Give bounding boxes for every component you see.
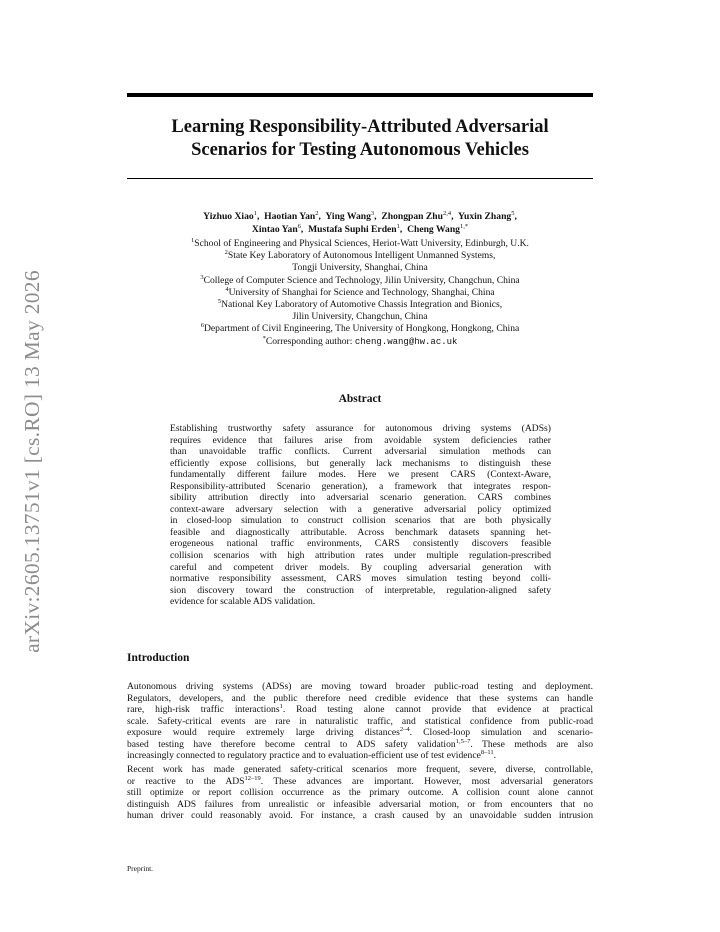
title-top-rule bbox=[127, 93, 593, 97]
text-line: or reactive to the ADS$^{12-19}$. These advances are important. However, most adversarial generators bbox=[127, 774, 593, 787]
abstract-line: Establishing trustworthy safety assurance for autonomous driving systems (ADSs) bbox=[170, 423, 551, 434]
intro-paragraph bbox=[127, 764, 593, 822]
abstract-line: requires evidence that failures arise from avoidable system deficiencies rather bbox=[170, 434, 551, 446]
citation: 12–19 bbox=[244, 774, 261, 782]
arxiv-identifier bbox=[18, 256, 46, 666]
affiliation: $^2$State Key Laboratory of Autonomous Intelligent Unmanned Systems, bbox=[224, 249, 496, 262]
abstract-line: evidence for scalable ADS validation. bbox=[170, 596, 316, 608]
abstract-line: Responsibility-attributed Scenario generation), a framework that integrates respon- bbox=[170, 480, 551, 492]
footer-note: Preprint. bbox=[127, 864, 154, 873]
text-line: Regulators, developers, and the public therefore need credible evidence that these systems can handle bbox=[127, 692, 593, 704]
author-name: Ying Wang$^3$ bbox=[325, 209, 375, 222]
abstract-line: efficiently expose collisions, but generally lack mechanisms to distinguish these bbox=[170, 457, 551, 469]
citation: 2–4 bbox=[399, 725, 410, 733]
text-line: rare, high-risk traffic interactions$^1$. Road testing alone cannot provide that evidence at practical bbox=[127, 702, 594, 715]
affiliation: $^3$College of Computer Science and Technology, Jilin University, Changchun, China bbox=[200, 273, 520, 286]
title-bottom-rule bbox=[127, 178, 593, 179]
abstract-line: fundamentally different failure modes. Here we present CARS (Context-Aware, bbox=[170, 469, 551, 481]
text-line: Autonomous driving systems (ADSs) are moving toward broader public-road testing and deployment. bbox=[127, 681, 593, 692]
text-line: based testing have therefore become central to ADS safety validation$^{1,5-7}$. These methods are also bbox=[127, 737, 593, 750]
text-line: exposure would require extremely large driving distances$^{2-4}$. Closed-loop simulation and scenario- bbox=[127, 725, 593, 738]
text-line: human driver could reasonably avoid. For instance, a crash caused by an unavoidable sudden intrusion bbox=[127, 810, 593, 821]
citation: 1,5–7 bbox=[455, 737, 471, 745]
author-name: Cheng Wang$^{1,*}$ bbox=[407, 222, 469, 235]
corresponding-email[interactable]: cheng.wang@hw.ac.uk bbox=[354, 336, 458, 347]
citation: 8–11 bbox=[480, 748, 494, 756]
author-name: Yuxin Zhang$^5$ bbox=[457, 209, 515, 222]
abstract-heading: Abstract bbox=[338, 393, 382, 405]
abstract-line: erogeneous national traffic environments, CARS consistently discovers feasible bbox=[170, 538, 551, 550]
author-name: Yizhuo Xiao$^1$ bbox=[203, 209, 257, 222]
text-line: increasingly connected to regulatory practice and to evaluation-efficient use of test evidence$^{8-11}$. bbox=[127, 748, 497, 761]
text-line: Recent work has made generated safety-critical scenarios more frequent, severe, diverse, controllable, bbox=[127, 764, 593, 775]
abstract-line: feasible and diagnostically attributable. Across benchmark datasets spanning het- bbox=[170, 526, 551, 538]
affiliation-continuation: Tongji University, Shanghai, China bbox=[292, 262, 428, 274]
abstract-line: careful and competent driver models. By coupling adversarial generation with bbox=[170, 561, 551, 573]
affiliation: $^5$National Key Laboratory of Automotive Chassis Integration and Bionics, bbox=[217, 297, 503, 311]
affiliation: $^1$School of Engineering and Physical Sciences, Heriot-Watt University, Edinburgh, U.K. bbox=[191, 236, 529, 249]
arxiv-identifier-text: arXiv:2605.13751v1 [cs.RO] 13 May 2026 bbox=[19, 269, 44, 653]
author-list: Yizhuo Xiao$^1$, Haotian Yan$^2$, Ying Wang$^3$, Zhongpan Zhu$^{2,4}$, Yuxin Zhang$^5$, Xintao Yan$^6$, Mustafa Suphi Erden$^1$, Cheng Wang$^{1,*}$ bbox=[203, 209, 517, 235]
text-line: distinguish ADS failures from unrealistic or infeasible adversarial motion, or from encounters that no bbox=[127, 798, 593, 810]
abstract-line: sibility attribution directly into adversarial scenario generation. CARS combines bbox=[170, 492, 551, 504]
abstract-body bbox=[170, 423, 551, 608]
text-line: scale. Safety-critical events are rare in naturalistic traffic, and statistical confidence from public-road bbox=[127, 715, 593, 727]
abstract-line: sion discovery toward the construction of interpretable, regulation-aligned safety bbox=[170, 584, 551, 596]
affiliation-list bbox=[127, 238, 593, 348]
text-line: still optimize or report collision occurrence as the primary outcome. A collision count alone cannot bbox=[127, 787, 593, 798]
abstract-line: collision scenarios with high attribution rates under multiple regulation-prescribed bbox=[170, 550, 551, 562]
title-line: Learning Responsibility-Attributed Adversarial bbox=[171, 117, 549, 137]
affiliation: $^4$University of Shanghai for Science and Technology, Shanghai, China bbox=[225, 285, 495, 298]
abstract-line: context-aware adversary selection with a generative adversarial policy optimized bbox=[170, 503, 551, 515]
affiliation: $^6$Department of Civil Engineering, The University of Hongkong, Hongkong, China bbox=[200, 322, 520, 335]
abstract-line: than unavoidable traffic conflicts. Current adversarial simulation methods can bbox=[170, 446, 551, 458]
affiliation-continuation: Jilin University, Changchun, China bbox=[292, 311, 428, 323]
corresponding-author: *Corresponding author: cheng.wang@hw.ac.uk bbox=[262, 334, 458, 347]
paper-title bbox=[127, 116, 593, 162]
abstract-line: in closed-loop simulation to construct collision scenarios that are both physically bbox=[170, 515, 551, 527]
citation: 1 bbox=[279, 702, 283, 710]
author-name: Zhongpan Zhu$^{2,4}$ bbox=[381, 209, 452, 222]
author-name: Haotian Yan$^2$ bbox=[264, 209, 319, 222]
author-name: Mustafa Suphi Erden$^1$ bbox=[308, 222, 400, 235]
title-line: Scenarios for Testing Autonomous Vehicles bbox=[191, 140, 529, 160]
introduction-heading: Introduction bbox=[127, 652, 190, 664]
author-name: Xintao Yan$^6$ bbox=[251, 222, 301, 235]
intro-paragraph bbox=[127, 681, 593, 762]
abstract-line: normative responsibility assessment, CARS moves simulation testing beyond colli- bbox=[170, 573, 551, 585]
